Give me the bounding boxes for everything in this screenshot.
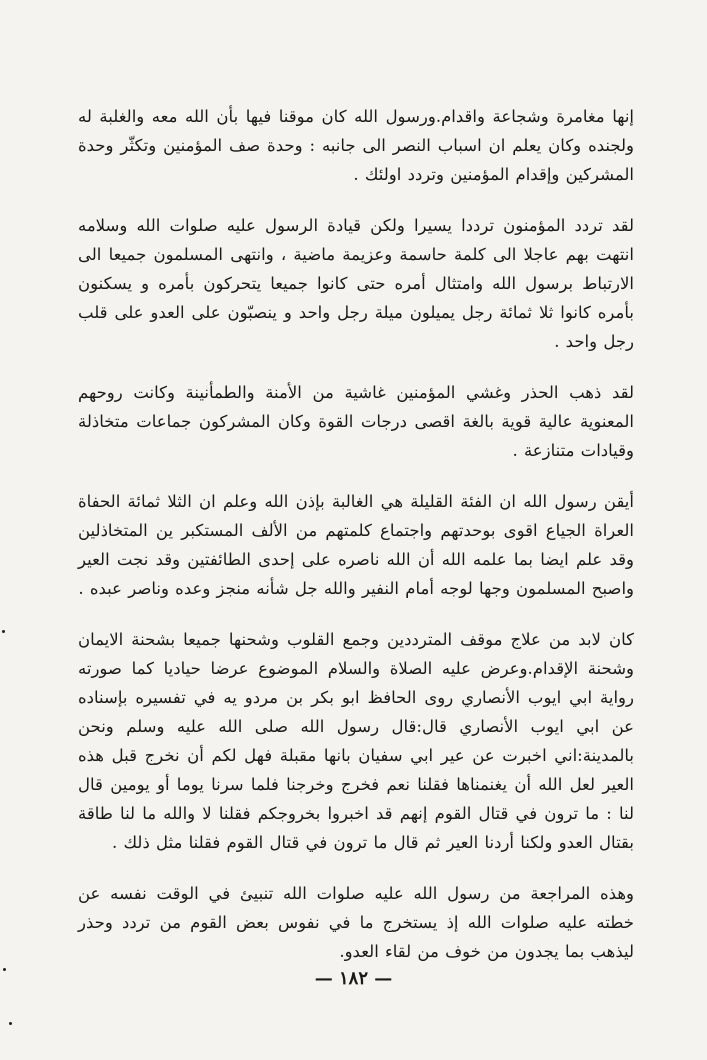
paragraph-1: إنها مغامرة وشجاعة واقدام.ورسول الله كان موقنا فيها بأن الله معه والغلبة له ولجنده وكان يعلم ان اسباب النصر الى جانبه : وحدة صف المؤمنين وتكثّر وحدة المشركين وإقدام المؤمنين وتردد اولئك .	[78, 107, 634, 184]
paragraph-3: لقد ذهب الحذر وغشي المؤمنين غاشية من الأمنة والطمأنينة وكانت روحهم المعنوية عالية قوية بالغة اقصى درجات القوة وكان المشركون جماعات متخاذلة وقيادات متنازعة .	[78, 383, 634, 460]
paragraph-6: وهذه المراجعة من رسول الله عليه صلوات الله تنبيئ في الوقت نفسه عن خطته عليه صلوات الله إذ يستخرج ما في نفوس بعض القوم من تردد وحذر ليذهب بما يجدون من خوف من لقاء العدو.	[78, 884, 634, 961]
page-number: — ١٨٢ —	[314, 968, 393, 989]
scan-speck	[2, 630, 5, 633]
scan-speck	[3, 968, 6, 971]
page-body	[78, 102, 634, 961]
paragraph-4: أيقن رسول الله ان الفئة القليلة هي الغالبة بإذن الله وعلم ان الثلا ثمائة الحفاة العراة الجياع اقوى بوحدتهم واجتماع كلمتهم من الألف المستكبر ين المتخاذلين وقد علم ايضا بما علمه الله أن الله ناصره على إحدى الطائفتين وقد نجت العير واصبح المسلمون وجها لوجه أمام النفير والله جل شأنه منجز وعده وناصر عبده .	[78, 492, 634, 598]
paragraph-2: لقد تردد المؤمنون ترددا يسيرا ولكن قيادة الرسول عليه صلوات الله وسلامه انتهت بهم عاجلا الى كلمة حاسمة وعزيمة ماضية ، وانتهى المسلمون جميعا الى الارتباط برسول الله وامتثال أمره حتى كانوا جميعا يتحركون بأمره و يسكنون بأمره كانوا ثلا ثمائة رجل يميلون ميلة رجل واحد و ينصبّون على العدو على قلب رجل واحد .	[78, 216, 634, 351]
paragraph-5: كان لابد من علاج موقف المترددين وجمع القلوب وشحنها جميعا بشحنة الايمان وشحنة الإقدام.وعرض عليه الصلاة والسلام الموضوع عرضا حياديا كما صورته رواية ابي ايوب الأنصاري روى الحافظ ابو بكر بن مردو يه في تفسيره بإسناده عن ابي ايوب الأنصاري قال:قال رسول الله صلى الله عليه وسلم ونحن بالمدينة:اني اخبرت عن عير ابي سفيان بانها مقبلة فهل لكم أن نخرج قبل هذه العير لعل الله أن يغنمناها فقلنا نعم فخرج وخرجنا فلما سرنا يوما أو يومين قال لنا : ما ترون في قتال القوم إنهم قد اخبروا بخروجكم فقلنا لا والله ما لنا طاقة بقتال العدو ولكنا أردنا العير ثم قال ما ترون في قتال القوم فقلنا مثل ذلك .	[78, 630, 634, 852]
scan-speck	[9, 1022, 12, 1025]
